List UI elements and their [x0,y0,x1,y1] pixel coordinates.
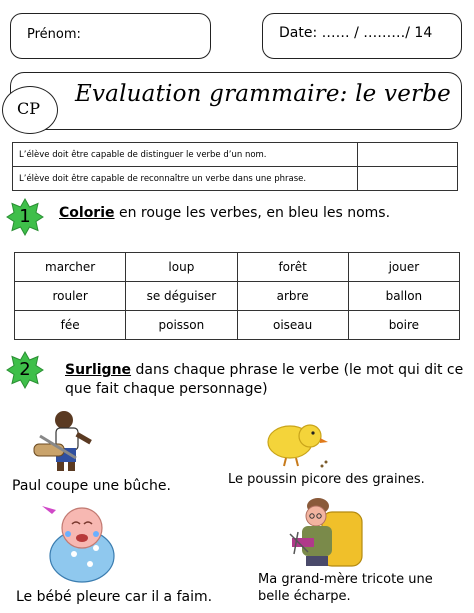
boy-sawing-illustration [30,408,110,478]
page-title: Evaluation grammaire: le verbe [75,81,451,107]
prenom-label: Prénom: [27,27,81,42]
word-cell[interactable]: boire [348,311,459,340]
word-cell[interactable]: marcher [15,253,126,282]
sentence[interactable]: Ma grand-mère tricote une belle écharpe. [258,572,433,604]
word-cell[interactable]: ballon [348,282,459,311]
criteria-score-cell [358,143,458,167]
star-icon [6,198,44,236]
instruction-verb: Colorie [59,205,115,221]
criteria-score-cell [358,167,458,191]
criteria-text: L’élève doit être capable de distinguer le verbe d’un nom. [13,143,358,167]
title-box [10,72,462,130]
cp-badge-label: CP [17,99,41,118]
star-icon [6,351,44,389]
instruction-text: dans chaque phrase le verbe (le mot qui dit ce que fait chaque personnage) [65,362,464,397]
table-row [15,253,460,282]
criteria-table [12,142,458,191]
word-cell[interactable]: arbre [237,282,348,311]
cp-badge [2,86,58,134]
word-cell[interactable]: rouler [15,282,126,311]
sentence[interactable]: Le poussin picore des graines. [228,472,425,487]
word-cell[interactable]: oiseau [237,311,348,340]
date-box [262,13,462,59]
exercise2-instruction [65,361,465,399]
word-cell[interactable]: loup [126,253,237,282]
table-row [15,311,460,340]
date-label: Date: …… / ………/ 14 [279,25,433,41]
criteria-text: L’élève doit être capable de reconnaître un verbe dans une phrase. [13,167,358,191]
word-cell[interactable]: fée [15,311,126,340]
table-row [15,282,460,311]
sentence[interactable]: Le bébé pleure car il a faim. [16,589,213,605]
word-cell[interactable]: jouer [348,253,459,282]
instruction-verb: Surligne [65,362,132,378]
word-cell[interactable]: poisson [126,311,237,340]
exercise1-instruction [59,205,390,221]
instruction-text: en rouge les verbes, en bleu les noms. [114,205,391,221]
criteria-row [13,167,458,191]
word-table [14,252,460,340]
crying-baby-illustration [38,500,120,588]
chick-illustration [256,412,334,474]
word-cell[interactable]: forêt [237,253,348,282]
word-cell[interactable]: se déguiser [126,282,237,311]
grandmother-knitting-illustration [284,494,364,574]
criteria-row [13,143,458,167]
sentence[interactable]: Paul coupe une bûche. [12,478,171,494]
exercise-number: 1 [19,206,31,227]
prenom-box [10,13,211,59]
exercise-number: 2 [19,359,31,380]
